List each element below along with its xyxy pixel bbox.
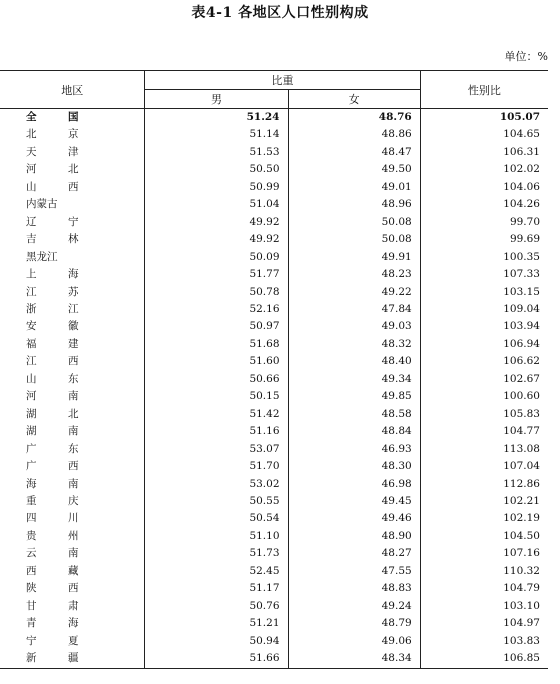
region-cell [0, 388, 145, 405]
female-cell: 49.22 [288, 284, 420, 301]
female-cell: 49.50 [288, 161, 420, 178]
male-cell: 50.15 [145, 388, 288, 405]
region-name-part: 安 [26, 320, 37, 333]
sex-ratio-cell: 106.85 [420, 650, 548, 668]
region-name-part: 广 [26, 442, 37, 455]
male-cell: 50.99 [145, 179, 288, 196]
sex-ratio-header: 性别比 [420, 71, 548, 109]
sex-ratio-cell: 102.19 [420, 510, 548, 527]
table-body [0, 109, 548, 669]
female-cell: 50.08 [288, 231, 420, 248]
male-cell: 51.60 [145, 353, 288, 370]
region-cell [0, 493, 145, 510]
region-cell [0, 336, 145, 353]
sex-ratio-cell: 107.04 [420, 458, 548, 475]
table-row [0, 388, 548, 405]
table-row [0, 528, 548, 545]
female-cell: 47.55 [288, 563, 420, 580]
table-row [0, 161, 548, 178]
male-cell: 50.55 [145, 493, 288, 510]
sex-ratio-cell: 104.65 [420, 126, 548, 143]
female-cell: 49.03 [288, 318, 420, 335]
table-row [0, 423, 548, 440]
female-cell: 48.96 [288, 196, 420, 213]
region-name-part: 全 [26, 111, 37, 123]
region-name-part: 南 [68, 425, 79, 438]
sex-composition-table [0, 70, 548, 669]
region-name-part: 建 [68, 337, 79, 350]
table-row [0, 336, 548, 353]
table-row [0, 510, 548, 527]
region-name-part: 西 [68, 355, 79, 368]
unit-label: 单位：% [504, 50, 548, 63]
table-row [0, 493, 548, 510]
table-row [0, 301, 548, 318]
female-cell: 48.76 [288, 109, 420, 127]
table-row [0, 126, 548, 143]
region-cell [0, 633, 145, 650]
region-cell [0, 458, 145, 475]
region-cell [0, 650, 145, 668]
table-row [0, 214, 548, 231]
male-cell: 51.14 [145, 126, 288, 143]
sex-ratio-cell: 105.07 [420, 109, 548, 127]
sex-ratio-cell: 99.69 [420, 231, 548, 248]
region-name-part: 内蒙古 [26, 198, 58, 211]
sex-ratio-cell: 100.60 [420, 388, 548, 405]
table-title: 表4-1 各地区人口性别构成 [191, 5, 369, 21]
region-header: 地区 [0, 71, 145, 109]
male-cell: 49.92 [145, 214, 288, 231]
region-cell [0, 441, 145, 458]
region-cell [0, 580, 145, 597]
region-name-part: 宁 [68, 215, 79, 228]
sex-ratio-cell: 109.04 [420, 301, 548, 318]
female-cell: 48.27 [288, 545, 420, 562]
region-name-part: 重 [26, 494, 37, 507]
sex-ratio-cell: 99.70 [420, 214, 548, 231]
region-name-part: 广 [26, 460, 37, 473]
region-cell [0, 423, 145, 440]
female-cell: 49.06 [288, 633, 420, 650]
table-row [0, 458, 548, 475]
region-cell [0, 284, 145, 301]
region-cell [0, 353, 145, 370]
region-name-part: 陕 [26, 582, 37, 595]
region-name-part: 国 [68, 111, 79, 123]
sex-ratio-cell: 104.26 [420, 196, 548, 213]
sex-ratio-cell: 103.94 [420, 318, 548, 335]
region-cell [0, 371, 145, 388]
region-name-part: 东 [68, 372, 79, 385]
region-name-part: 辽 [26, 215, 37, 228]
sex-ratio-cell: 105.83 [420, 406, 548, 423]
table-row [0, 231, 548, 248]
male-cell: 50.76 [145, 598, 288, 615]
male-cell: 50.54 [145, 510, 288, 527]
male-cell: 52.16 [145, 301, 288, 318]
sex-ratio-cell: 104.50 [420, 528, 548, 545]
region-name-part: 川 [68, 512, 79, 525]
region-name-part: 海 [68, 268, 79, 281]
region-name-part: 州 [68, 529, 79, 542]
male-cell: 50.50 [145, 161, 288, 178]
region-name-part: 新 [26, 652, 37, 665]
sex-ratio-cell: 106.94 [420, 336, 548, 353]
table-row [0, 476, 548, 493]
sex-ratio-cell: 104.06 [420, 179, 548, 196]
region-name-part: 西 [68, 460, 79, 473]
female-cell: 49.34 [288, 371, 420, 388]
male-cell: 50.09 [145, 249, 288, 266]
sex-ratio-cell: 104.97 [420, 615, 548, 632]
region-name-part: 云 [26, 547, 37, 560]
male-cell: 51.68 [145, 336, 288, 353]
male-cell: 51.17 [145, 580, 288, 597]
female-cell: 49.46 [288, 510, 420, 527]
table-row [0, 545, 548, 562]
region-cell [0, 196, 145, 213]
male-cell: 49.92 [145, 231, 288, 248]
table-row [0, 406, 548, 423]
region-name-part: 海 [68, 617, 79, 630]
sex-ratio-cell: 112.86 [420, 476, 548, 493]
table-row [0, 563, 548, 580]
female-cell: 50.08 [288, 214, 420, 231]
male-cell: 53.02 [145, 476, 288, 493]
region-cell [0, 510, 145, 527]
sex-ratio-cell: 110.32 [420, 563, 548, 580]
table-row [0, 284, 548, 301]
region-name-part: 山 [26, 372, 37, 385]
region-cell [0, 266, 145, 283]
sex-ratio-cell: 100.35 [420, 249, 548, 266]
female-cell: 48.34 [288, 650, 420, 668]
male-cell: 51.42 [145, 406, 288, 423]
region-name-part: 江 [26, 285, 37, 298]
male-cell: 51.04 [145, 196, 288, 213]
region-name-part: 肃 [68, 599, 79, 612]
female-cell: 49.45 [288, 493, 420, 510]
region-cell [0, 528, 145, 545]
table-row [0, 353, 548, 370]
region-cell [0, 598, 145, 615]
table-row [0, 196, 548, 213]
region-name-part: 南 [68, 477, 79, 490]
region-cell [0, 109, 145, 127]
sex-ratio-cell: 107.16 [420, 545, 548, 562]
table-row [0, 598, 548, 615]
region-cell [0, 563, 145, 580]
region-name-part: 湖 [26, 425, 37, 438]
female-cell: 48.84 [288, 423, 420, 440]
male-cell: 51.24 [145, 109, 288, 127]
table-row [0, 441, 548, 458]
male-cell: 50.66 [145, 371, 288, 388]
female-header: 女 [288, 90, 420, 109]
region-name-part: 黑龙江 [26, 250, 58, 263]
region-name-part: 西 [26, 564, 37, 577]
region-cell [0, 615, 145, 632]
male-cell: 51.70 [145, 458, 288, 475]
sex-ratio-cell: 106.62 [420, 353, 548, 370]
region-cell [0, 545, 145, 562]
region-name-part: 南 [68, 390, 79, 403]
region-name-part: 京 [68, 128, 79, 141]
table-row [0, 633, 548, 650]
female-cell: 46.98 [288, 476, 420, 493]
male-cell: 51.66 [145, 650, 288, 668]
region-cell [0, 144, 145, 161]
region-name-part: 林 [68, 233, 79, 246]
sex-ratio-cell: 102.21 [420, 493, 548, 510]
table-row [0, 109, 548, 127]
female-cell: 48.58 [288, 406, 420, 423]
female-cell: 48.23 [288, 266, 420, 283]
region-cell [0, 406, 145, 423]
region-name-part: 甘 [26, 599, 37, 612]
sex-ratio-cell: 103.15 [420, 284, 548, 301]
region-name-part: 东 [68, 442, 79, 455]
region-cell [0, 476, 145, 493]
region-name-part: 藏 [68, 564, 79, 577]
region-name-part: 湖 [26, 407, 37, 420]
male-cell: 51.16 [145, 423, 288, 440]
region-name-part: 夏 [68, 634, 79, 647]
region-name-part: 海 [26, 477, 37, 490]
region-cell [0, 214, 145, 231]
sex-ratio-cell: 104.79 [420, 580, 548, 597]
region-name-part: 南 [68, 547, 79, 560]
region-name-part: 西 [68, 180, 79, 193]
region-name-part: 庆 [68, 494, 79, 507]
sex-ratio-cell: 103.10 [420, 598, 548, 615]
sex-ratio-cell: 104.77 [420, 423, 548, 440]
male-cell: 53.07 [145, 441, 288, 458]
female-cell: 48.86 [288, 126, 420, 143]
region-name-part: 疆 [68, 652, 79, 665]
sex-ratio-cell: 107.33 [420, 266, 548, 283]
sex-ratio-cell: 113.08 [420, 441, 548, 458]
region-name-part: 天 [26, 145, 37, 158]
region-name-part: 四 [26, 512, 37, 525]
region-name-part: 上 [26, 268, 37, 281]
region-name-part: 西 [68, 582, 79, 595]
table-row [0, 580, 548, 597]
male-cell: 52.45 [145, 563, 288, 580]
sex-ratio-cell: 102.02 [420, 161, 548, 178]
sex-ratio-cell: 103.83 [420, 633, 548, 650]
male-cell: 51.21 [145, 615, 288, 632]
region-name-part: 津 [68, 145, 79, 158]
region-name-part: 河 [26, 390, 37, 403]
region-cell [0, 231, 145, 248]
region-cell [0, 249, 145, 266]
male-cell: 50.97 [145, 318, 288, 335]
male-cell: 51.73 [145, 545, 288, 562]
proportion-group-header: 比重 [145, 71, 420, 90]
region-cell [0, 126, 145, 143]
female-cell: 46.93 [288, 441, 420, 458]
region-name-part: 宁 [26, 634, 37, 647]
region-name-part: 吉 [26, 233, 37, 246]
female-cell: 48.47 [288, 144, 420, 161]
female-cell: 48.32 [288, 336, 420, 353]
region-cell [0, 318, 145, 335]
region-cell [0, 161, 145, 178]
male-cell: 50.78 [145, 284, 288, 301]
table-row [0, 371, 548, 388]
table-row [0, 650, 548, 668]
female-cell: 49.91 [288, 249, 420, 266]
female-cell: 48.40 [288, 353, 420, 370]
female-cell: 49.01 [288, 179, 420, 196]
region-name-part: 徽 [68, 320, 79, 333]
region-name-part: 山 [26, 180, 37, 193]
region-name-part: 江 [26, 355, 37, 368]
male-cell: 51.10 [145, 528, 288, 545]
female-cell: 48.90 [288, 528, 420, 545]
region-name-part: 江 [68, 302, 79, 315]
table-row [0, 144, 548, 161]
male-header: 男 [145, 90, 288, 109]
region-cell [0, 179, 145, 196]
male-cell: 51.53 [145, 144, 288, 161]
sex-ratio-cell: 102.67 [420, 371, 548, 388]
region-name-part: 河 [26, 163, 37, 176]
table-row [0, 249, 548, 266]
female-cell: 48.83 [288, 580, 420, 597]
table-row [0, 266, 548, 283]
region-name-part: 北 [68, 163, 79, 176]
female-cell: 49.24 [288, 598, 420, 615]
region-name-part: 青 [26, 617, 37, 630]
female-cell: 48.30 [288, 458, 420, 475]
region-name-part: 福 [26, 337, 37, 350]
female-cell: 49.85 [288, 388, 420, 405]
region-name-part: 贵 [26, 529, 37, 542]
male-cell: 51.77 [145, 266, 288, 283]
region-name-part: 苏 [68, 285, 79, 298]
table-row [0, 179, 548, 196]
male-cell: 50.94 [145, 633, 288, 650]
region-name-part: 北 [26, 128, 37, 141]
sex-ratio-cell: 106.31 [420, 144, 548, 161]
region-name-part: 北 [68, 407, 79, 420]
table-row [0, 318, 548, 335]
region-name-part: 浙 [26, 302, 37, 315]
table-row [0, 615, 548, 632]
female-cell: 48.79 [288, 615, 420, 632]
female-cell: 47.84 [288, 301, 420, 318]
region-cell [0, 301, 145, 318]
